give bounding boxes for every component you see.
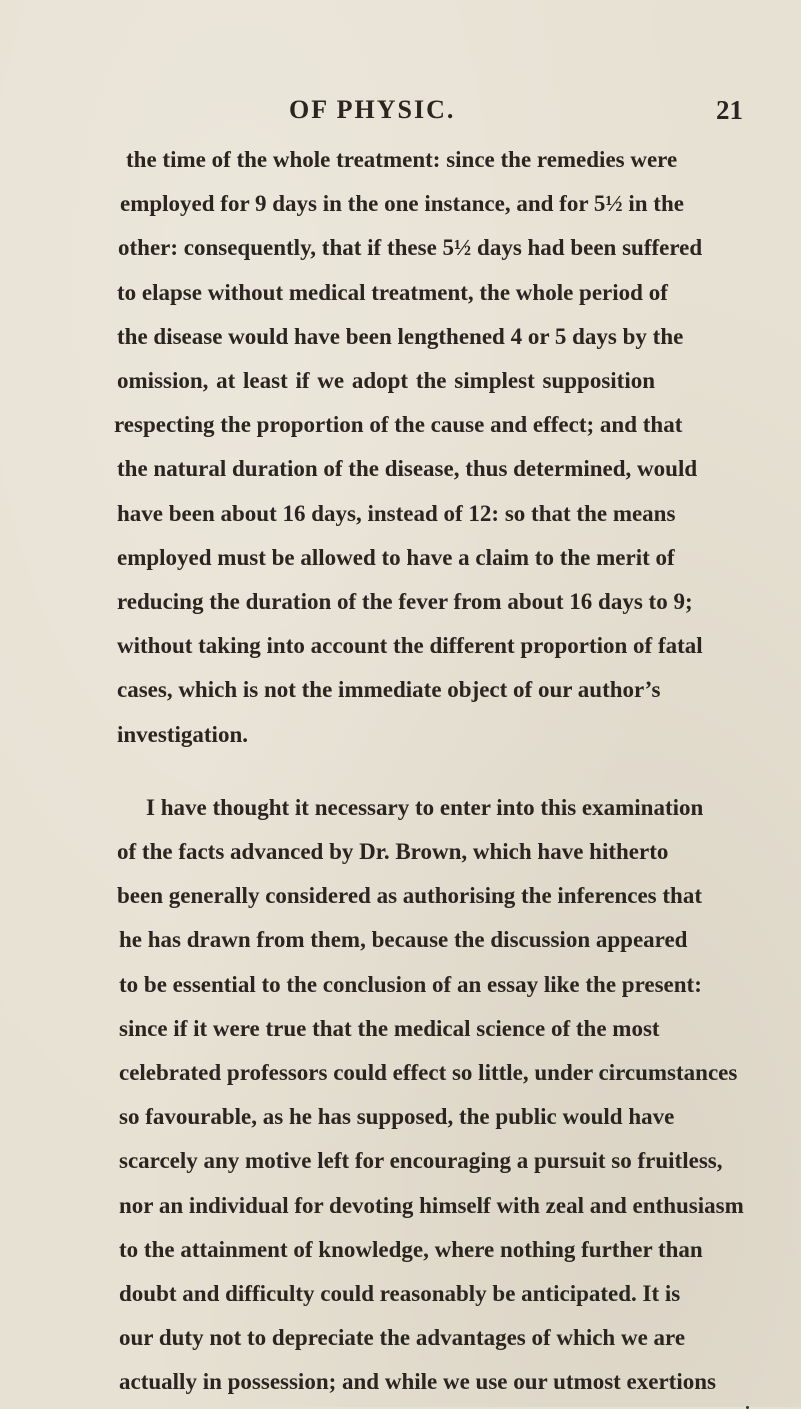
- text-line: he has drawn from them, because the discussion appeared: [119, 927, 688, 953]
- text-line: other: consequently, that if these 5½ days had been suffered: [118, 235, 703, 261]
- text-line: nor an individual for devoting himself with zeal and enthusiasm: [119, 1192, 744, 1218]
- text-line: employed must be allowed to have a claim to the merit of: [117, 544, 675, 570]
- text-line: actually in possession; and while we use our utmost exertions: [119, 1369, 716, 1395]
- text-line: cases, which is not the immediate object of our author’s: [117, 677, 661, 703]
- text-line: since if it were true that the medical science of the most: [119, 1015, 660, 1041]
- text-line: to elapse without medical treatment, the whole period of: [117, 279, 668, 305]
- page-header: [0, 90, 801, 130]
- text-line: reducing the duration of the fever from about 16 days to 9;: [117, 589, 693, 614]
- page-number: 21: [716, 95, 743, 125]
- text-line: have been about 16 days, instead of 12: so that the means: [117, 500, 676, 526]
- text-line: the natural duration of the disease, thus determined, would: [117, 456, 698, 482]
- text-line: I have thought it necessary to enter into this examination: [146, 794, 704, 820]
- text-line: to be essential to the conclusion of an essay like the present:: [119, 971, 702, 997]
- text-line: employed for 9 days in the one instance, and for 5½ in the: [120, 191, 684, 217]
- text-line: scarcely any motive left for encouraging a pursuit so fruitless,: [119, 1148, 723, 1174]
- text-line: our duty not to depreciate the advantages of which we are: [119, 1325, 686, 1351]
- text-line: celebrated professors could effect so little, under circumstances: [119, 1060, 738, 1085]
- text-line: of the facts advanced by Dr. Brown, which have hitherto: [117, 839, 669, 864]
- text-line: the time of the whole treatment: since the remedies were: [126, 147, 678, 172]
- text-line: without taking into account the different proportion of fatal: [117, 633, 703, 659]
- text-line: omission, at least if we adopt the simplest supposition: [117, 368, 655, 393]
- text-line: the disease would have been lengthened 4 or 5 days by the: [117, 323, 684, 349]
- text-line: respecting the proportion of the cause and effect; and that: [114, 412, 683, 438]
- text-line: been generally considered as authorising the inferences that: [117, 883, 702, 909]
- running-head: OF PHYSIC.: [289, 95, 456, 124]
- text-line: to the attainment of knowledge, where nothing further than: [119, 1236, 703, 1262]
- text-line: investigation.: [117, 721, 248, 747]
- text-line: so favourable, as he has supposed, the public would have: [119, 1104, 675, 1130]
- text-line: doubt and difficulty could reasonably be anticipated. It is: [119, 1281, 681, 1306]
